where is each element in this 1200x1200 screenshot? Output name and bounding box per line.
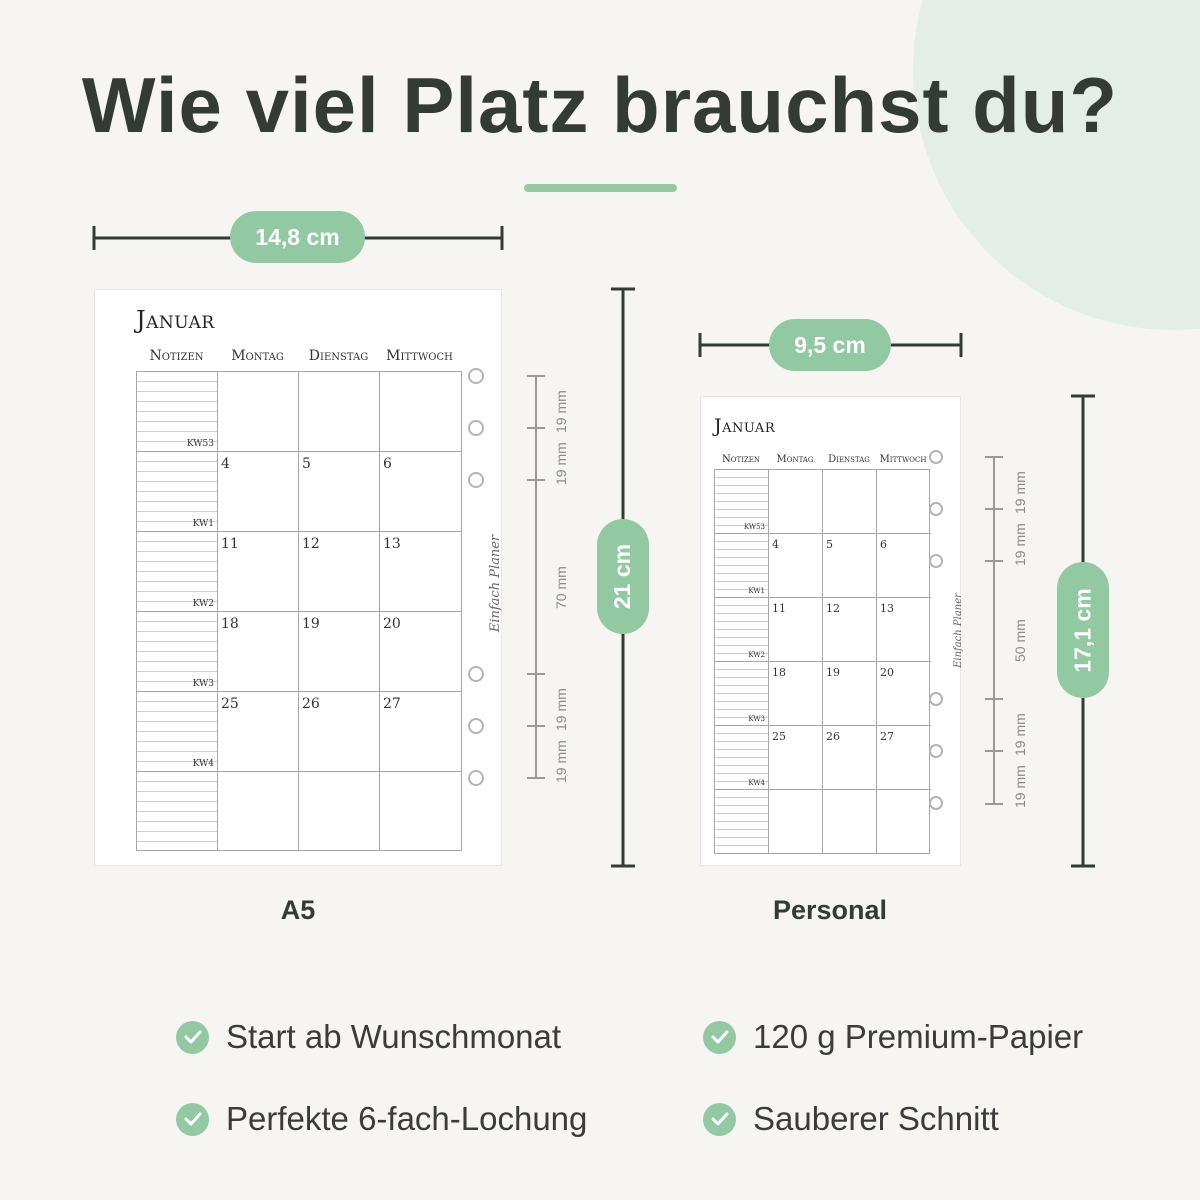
personal-punch-hole-icon [929,502,943,516]
a5-day-cell [299,612,380,692]
personal-week-number: KW2 [748,651,765,659]
check-icon [703,1103,736,1136]
a5-col-tuesday: Dienstag [308,348,369,364]
personal-day-cell [769,790,823,853]
a5-day-number: 20 [383,616,401,632]
feature-label: Sauberer Schnitt [753,1100,999,1137]
a5-day-cell [218,692,299,772]
a5-day-cell [299,692,380,772]
a5-day-number: 27 [383,696,401,712]
check-icon [176,1103,209,1136]
a5-col-wednesday: Mittwoch [386,348,453,364]
personal-day-number: 4 [772,538,779,551]
personal-notes-cell [715,790,769,853]
a5-day-cell [299,452,380,532]
feature-label: 120 g Premium-Papier [753,1018,1084,1055]
personal-height-label: 17,1 cm [1069,587,1096,673]
feature-item [703,1100,999,1138]
a5-week-number: KW53 [186,439,214,449]
personal-week-number: KW53 [743,523,765,531]
a5-punch-hole-icon [468,368,484,384]
personal-day-cell [877,534,931,598]
a5-day-cell [380,692,461,772]
personal-notes-cell [715,598,769,662]
personal-day-number: 12 [826,602,840,615]
personal-day-cell [823,662,877,726]
personal-day-cell [877,598,931,662]
personal-notes-cell [715,470,769,534]
a5-week-number: KW3 [192,679,214,689]
personal-spacing-1: 19 mm [1012,471,1028,514]
feature-label: Start ab Wunschmonat [226,1018,562,1055]
personal-day-cell [823,726,877,790]
a5-spacing-3: 70 mm [553,566,569,609]
personal-punch-hole-icon [929,554,943,568]
feature-label: Perfekte 6-fach-Lochung [226,1100,588,1137]
a5-day-cell [380,772,461,850]
a5-col-monday: Montag [231,348,284,364]
a5-height-label: 21 cm [609,543,636,610]
a5-day-number: 25 [221,696,239,712]
personal-punch-hole-icon [929,796,943,810]
a5-day-number: 5 [302,456,311,472]
personal-day-number: 26 [826,730,840,743]
personal-day-cell [769,534,823,598]
personal-day-cell [823,470,877,534]
personal-day-cell [823,598,877,662]
personal-day-number: 6 [880,538,887,551]
a5-punch-hole-icon [468,718,484,734]
a5-day-cell [299,372,380,452]
a5-calendar-grid [136,371,462,851]
a5-day-cell [299,532,380,612]
personal-day-number: 18 [772,666,786,679]
personal-punch-hole-icon [929,692,943,706]
personal-sheet [700,396,964,866]
a5-day-cell [299,772,380,850]
a5-day-cell [380,372,461,452]
a5-col-notes: Notizen [149,348,204,364]
page-title: Wie viel Platz brauchst du? [81,61,1119,149]
personal-notes-cell [715,662,769,726]
a5-day-number: 13 [383,536,401,552]
a5-punch-hole-icon [468,472,484,488]
personal-day-cell [769,470,823,534]
personal-brand-logo: Einfach Planer [952,593,964,668]
a5-punch-hole-icon [468,770,484,786]
a5-brand-logo: Einfach Planer [488,534,504,633]
check-icon [176,1021,209,1054]
feature-item [176,1100,587,1138]
a5-spacing-1: 19 mm [553,390,569,433]
personal-day-cell [769,598,823,662]
personal-day-cell [877,790,931,853]
feature-item [176,1018,561,1056]
feature-item [703,1018,1083,1056]
a5-notes-cell [137,772,218,850]
personal-month-title: Januar [714,415,776,437]
a5-day-number: 26 [302,696,320,712]
personal-size-label: Personal [772,895,888,925]
personal-spacing-3: 50 mm [1012,619,1028,662]
personal-day-number: 20 [880,666,894,679]
a5-size-label: A5 [280,895,316,925]
personal-day-number: 27 [880,730,894,743]
a5-spacing-4: 19 mm [553,688,569,731]
a5-day-cell [380,612,461,692]
personal-col-notes: Notizen [721,454,761,465]
a5-month-title: Januar [136,306,215,334]
personal-col-monday: Montag [776,454,814,465]
a5-width-badge: 14,8 cm [230,211,365,263]
a5-day-number: 18 [221,616,239,632]
personal-spacing-4: 19 mm [1012,713,1028,756]
personal-day-cell [769,726,823,790]
personal-day-cell [877,470,931,534]
personal-day-number: 13 [880,602,894,615]
a5-day-cell [380,532,461,612]
personal-spacing-2: 19 mm [1012,523,1028,566]
personal-day-number: 11 [772,602,786,615]
personal-width-badge: 9,5 cm [769,319,891,371]
a5-notes-cell [137,532,218,612]
a5-week-number: KW2 [192,599,214,609]
a5-week-number: KW4 [192,759,214,769]
a5-notes-cell [137,612,218,692]
a5-punch-hole-icon [468,420,484,436]
a5-notes-cell [137,372,218,452]
personal-punch-hole-icon [929,450,943,464]
a5-day-number: 19 [302,616,320,632]
personal-day-cell [877,726,931,790]
personal-week-number: KW3 [748,715,765,723]
a5-sheet [94,289,502,866]
personal-day-cell [769,662,823,726]
personal-col-tuesday: Dienstag [828,454,870,465]
a5-day-cell [380,452,461,532]
personal-week-number: KW1 [748,587,765,595]
personal-col-wednesday: Mittwoch [879,454,927,465]
personal-notes-cell [715,534,769,598]
a5-notes-cell [137,692,218,772]
a5-notes-cell [137,452,218,532]
a5-day-cell [218,772,299,850]
a5-spacing-5: 19 mm [553,740,569,783]
personal-height-badge [1057,562,1109,698]
a5-day-cell [218,532,299,612]
personal-day-number: 19 [826,666,840,679]
a5-week-number: KW1 [192,519,214,529]
a5-day-number: 12 [302,536,320,552]
personal-day-cell [877,662,931,726]
a5-day-cell [218,372,299,452]
a5-day-cell [218,612,299,692]
personal-day-number: 25 [772,730,786,743]
a5-day-cell [218,452,299,532]
personal-day-number: 5 [826,538,833,551]
a5-punch-hole-icon [468,666,484,682]
personal-day-cell [823,534,877,598]
a5-height-badge [597,519,649,634]
personal-week-number: KW4 [748,779,765,787]
a5-day-number: 6 [383,456,392,472]
personal-spacing-5: 19 mm [1012,765,1028,808]
personal-punch-hole-icon [929,744,943,758]
personal-notes-cell [715,726,769,790]
a5-spacing-2: 19 mm [553,442,569,485]
check-icon [703,1021,736,1054]
a5-day-number: 11 [221,536,239,552]
a5-day-number: 4 [221,456,230,472]
personal-calendar-grid [714,469,930,854]
personal-day-cell [823,790,877,853]
